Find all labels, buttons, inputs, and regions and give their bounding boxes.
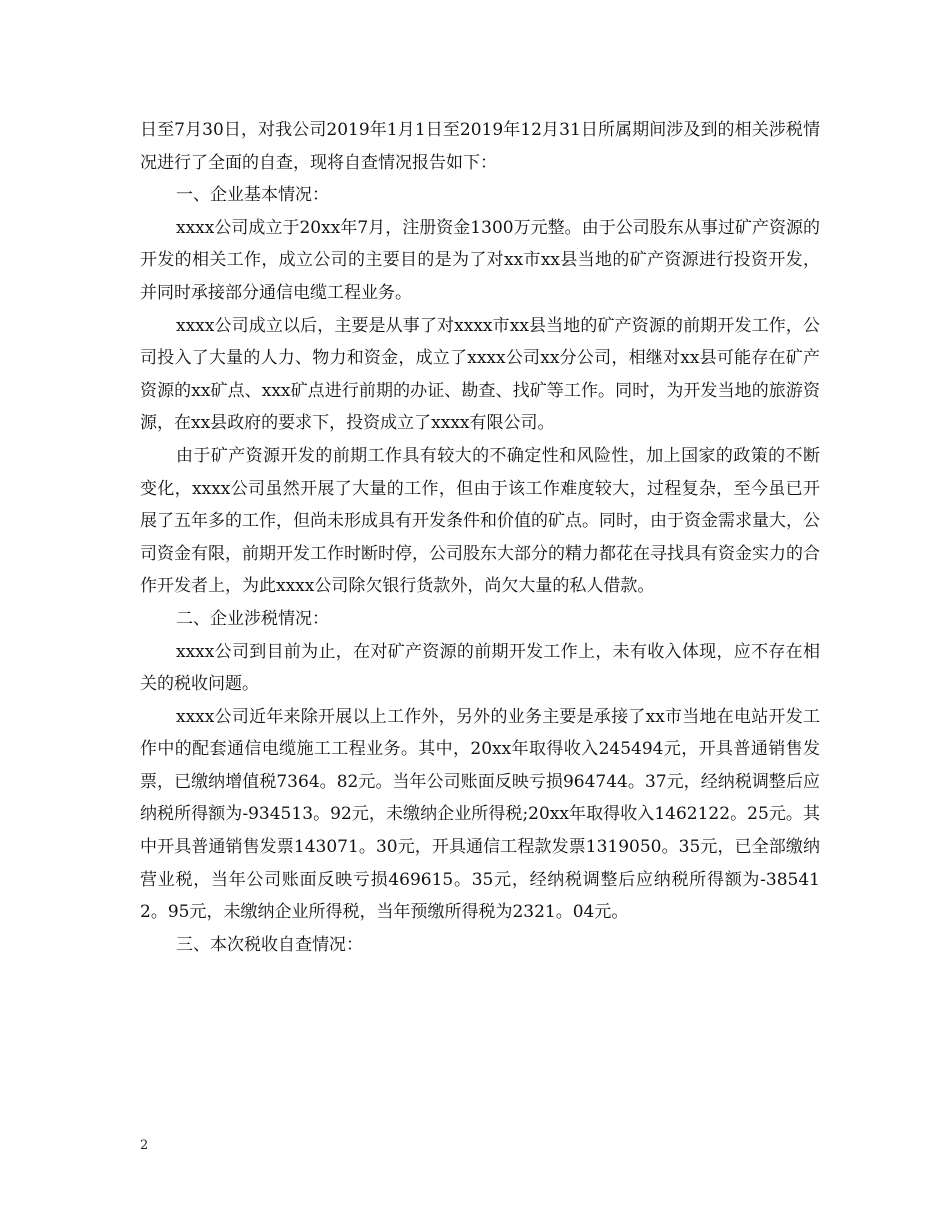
paragraph-no-income: xxxx公司到目前为止，在对矿产资源的前期开发工作上，未有收入体现，应不存在相关的税收问题。 — [140, 641, 820, 695]
paragraph-company-activities: xxxx公司成立以后，主要是从事了对xxxx市xx县当地的矿产资源的前期开发工作，公司投入了大量的人力、物力和资金，成立了xxxx公司xx分公司，相继对xx县可能存在矿产资源的xx矿点、xxx矿点进行前期的办证、勘查、找矿等工作。同时，为开发当地的旅游资源，在xx县政府的要求下，投资成立了xxxx有限公司。 — [140, 315, 820, 434]
heading-self-inspection: 三、本次税收自查情况： — [176, 934, 363, 955]
heading-tax-situation: 二、企业涉税情况： — [176, 608, 329, 629]
document-body — [140, 114, 820, 961]
paragraph-cable-business: xxxx公司近年来除开展以上工作外，另外的业务主要是承接了xx市当地在电站开发工作中的配套通信电缆施工工程业务。其中，20xx年取得收入245494元，开具普通销售发票，已缴纳增值税7364。82元。当年公司账面反映亏损964744。37元，经纳税调整后应纳税所得额为-934513。92元，未缴纳企业所得税;20xx年取得收入1462122。25元。其中开具普通销售发票143071。30元，开具通信工程款发票1319050。35元，已全部缴纳营业税，当年公司账面反映亏损469615。35元，经纳税调整后应纳税所得额为-385412。95元，未缴纳企业所得税，当年预缴所得税为2321。04元。 — [140, 706, 820, 923]
heading-company-basic-info: 一、企业基本情况： — [176, 185, 329, 206]
paragraph-development-risks: 由于矿产资源开发的前期工作具有较大的不确定性和风险性，加上国家的政策的不断变化，xxxx公司虽然开展了大量的工作，但由于该工作难度较大，过程复杂，至今虽已开展了五年多的工作，但尚未形成具有开发条件和价值的矿点。同时，由于资金需求量大，公司资金有限，前期开发工作时断时停，公司股东大部分的精力都花在寻找具有资金实力的合作开发者上，为此xxxx公司除欠银行货款外，尚欠大量的私人借款。 — [140, 445, 820, 597]
page-number: 2 — [140, 1138, 149, 1153]
paragraph-company-founding: xxxx公司成立于20xx年7月，注册资金1300万元整。由于公司股东从事过矿产资源的开发的相关工作，成立公司的主要目的是为了对xx市xx县当地的矿产资源进行投资开发，并同时承接部分通信电缆工程业务。 — [140, 217, 820, 303]
paragraph-intro: 日至7月30日，对我公司2019年1月1日至2019年12月31日所属期间涉及到的相关涉税情况进行了全面的自查，现将自查情况报告如下： — [140, 120, 820, 173]
